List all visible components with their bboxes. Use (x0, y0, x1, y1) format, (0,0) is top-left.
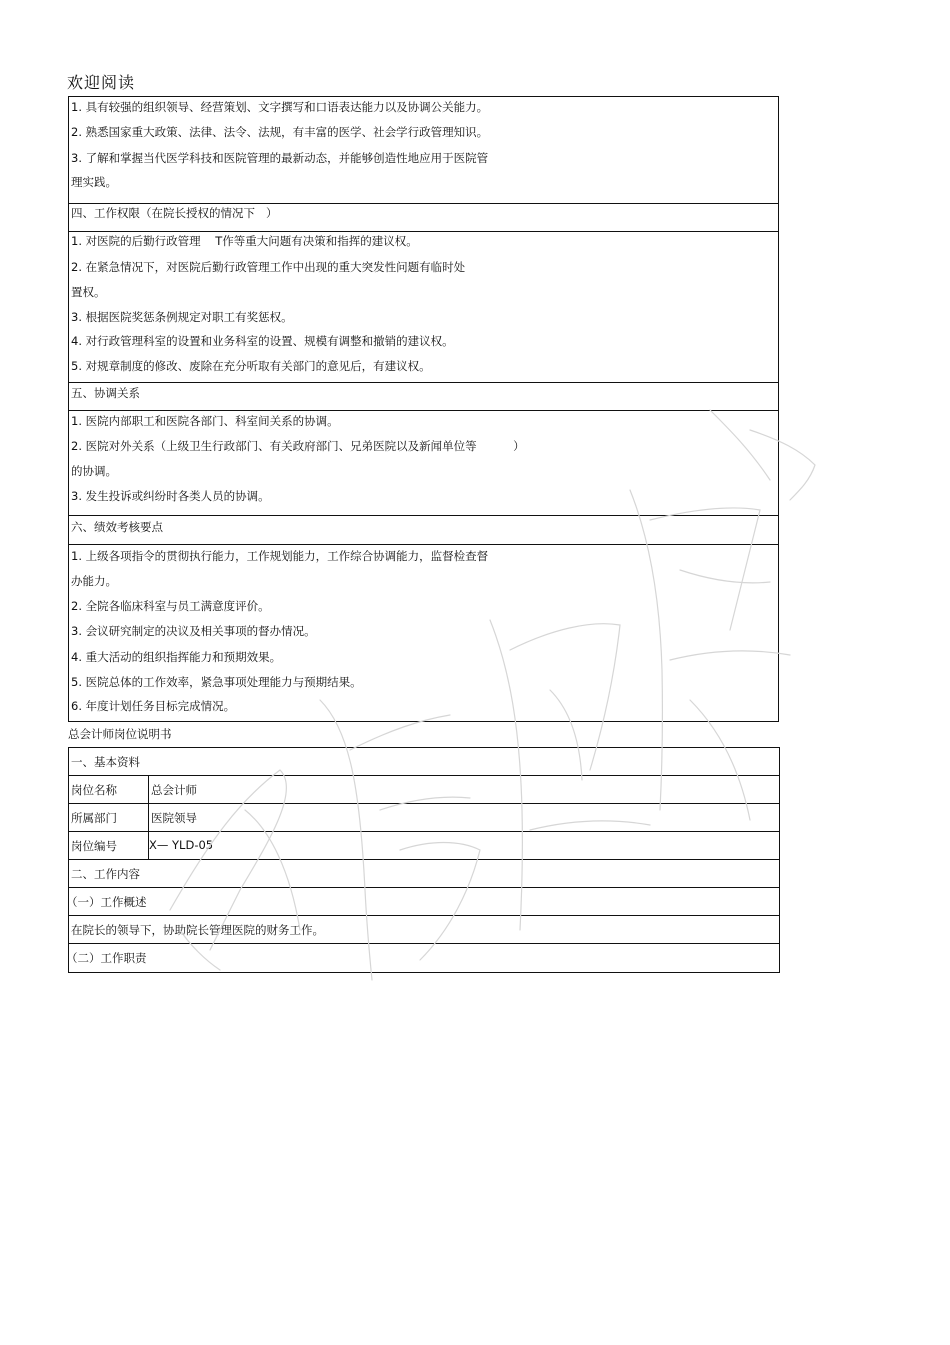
divider (69, 231, 778, 232)
authority-line-2: 2. 在紧急情况下，对医院后勤行政管理工作中出现的重大突发性问题有临时处 (71, 260, 466, 274)
performance-line-4: 3. 会议研究制定的决议及相关事项的督办情况。 (71, 624, 316, 638)
divider (69, 203, 778, 204)
authority-line-3: 置权。 (71, 285, 106, 299)
authority-line-6: 5. 对规章制度的修改、废除在充分听取有关部门的意见后，有建议权。 (71, 359, 431, 373)
column-divider (148, 776, 149, 803)
performance-line-3: 2. 全院各临床科室与员工满意度评价。 (71, 599, 270, 613)
coordination-heading: 五、协调关系 (71, 386, 140, 400)
row-value: 总会计师 (151, 783, 197, 797)
row-label: 岗位编号 (71, 839, 117, 853)
row-value: X— YLD-05 (149, 838, 214, 852)
authority-heading: 四、工作权限（在院长授权的情况下 ） (71, 206, 278, 220)
table-row (69, 747, 779, 775)
job-description-block (68, 96, 779, 722)
coordination-line-4: 3. 发生投诉或纠纷时各类人员的协调。 (71, 489, 270, 503)
performance-line-6: 5. 医院总体的工作效率，紧急事项处理能力与预期结果。 (71, 675, 362, 689)
performance-line-5: 4. 重大活动的组织指挥能力和预期效果。 (71, 650, 282, 664)
page-header: 欢迎阅读 (67, 73, 136, 92)
table-row (69, 831, 779, 859)
overview-text: 在院长的领导下，协助院长管理医院的财务工作。 (71, 923, 324, 937)
divider (69, 382, 778, 383)
table-row (69, 915, 779, 943)
performance-line-7: 6. 年度计划任务目标完成情况。 (71, 699, 236, 713)
column-divider (148, 804, 149, 831)
row-label: 所属部门 (71, 811, 117, 825)
performance-line-2: 办能力。 (71, 574, 117, 588)
qualification-line-2: 2. 熟悉国家重大政策、法律、法令、法规，有丰富的医学、社会学行政管理知识。 (71, 125, 489, 139)
table-row (69, 775, 779, 803)
table-row (66, 887, 779, 915)
performance-line-1: 1. 上级各项指令的贯彻执行能力，工作规划能力，工作综合协调能力，监督检查督 (71, 549, 489, 563)
table-row (69, 803, 779, 831)
job-info-table (68, 747, 780, 973)
duties-heading: （二）工作职责 (66, 951, 147, 965)
coordination-line-3: 的协调。 (71, 464, 117, 478)
basic-info-heading: 一、基本资料 (71, 755, 140, 769)
divider (69, 544, 778, 545)
qualification-line-1: 1. 具有较强的组织领导、经营策划、文字撰写和口语表达能力以及协调公关能力。 (71, 100, 489, 114)
table-row (69, 859, 779, 887)
qualification-line-4: 理实践。 (71, 175, 117, 189)
table-row (66, 943, 779, 973)
overview-heading: （一）工作概述 (66, 895, 147, 909)
divider (69, 515, 778, 516)
divider (69, 410, 778, 411)
coordination-line-2: 2. 医院对外关系（上级卫生行政部门、有关政府部门、兄弟医院以及新闻单位等 ） (71, 439, 525, 453)
qualification-line-3: 3. 了解和掌握当代医学科技和医院管理的最新动态，并能够创造性地应用于医院管 (71, 151, 489, 165)
authority-line-5: 4. 对行政管理科室的设置和业务科室的设置、规模有调整和撤销的建议权。 (71, 334, 454, 348)
authority-line-1: 1. 对医院的后勤行政管理 T作等重大问题有决策和指挥的建议权。 (71, 234, 418, 248)
row-value: 医院领导 (151, 811, 197, 825)
coordination-line-1: 1. 医院内部职工和医院各部门、科室间关系的协调。 (71, 414, 339, 428)
document-caption: 总会计师岗位说明书 (68, 727, 172, 741)
performance-heading: 六、绩效考核要点 (71, 520, 163, 534)
work-content-heading: 二、工作内容 (71, 867, 140, 881)
row-label: 岗位名称 (71, 783, 117, 797)
authority-line-4: 3. 根据医院奖惩条例规定对职工有奖惩权。 (71, 310, 293, 324)
